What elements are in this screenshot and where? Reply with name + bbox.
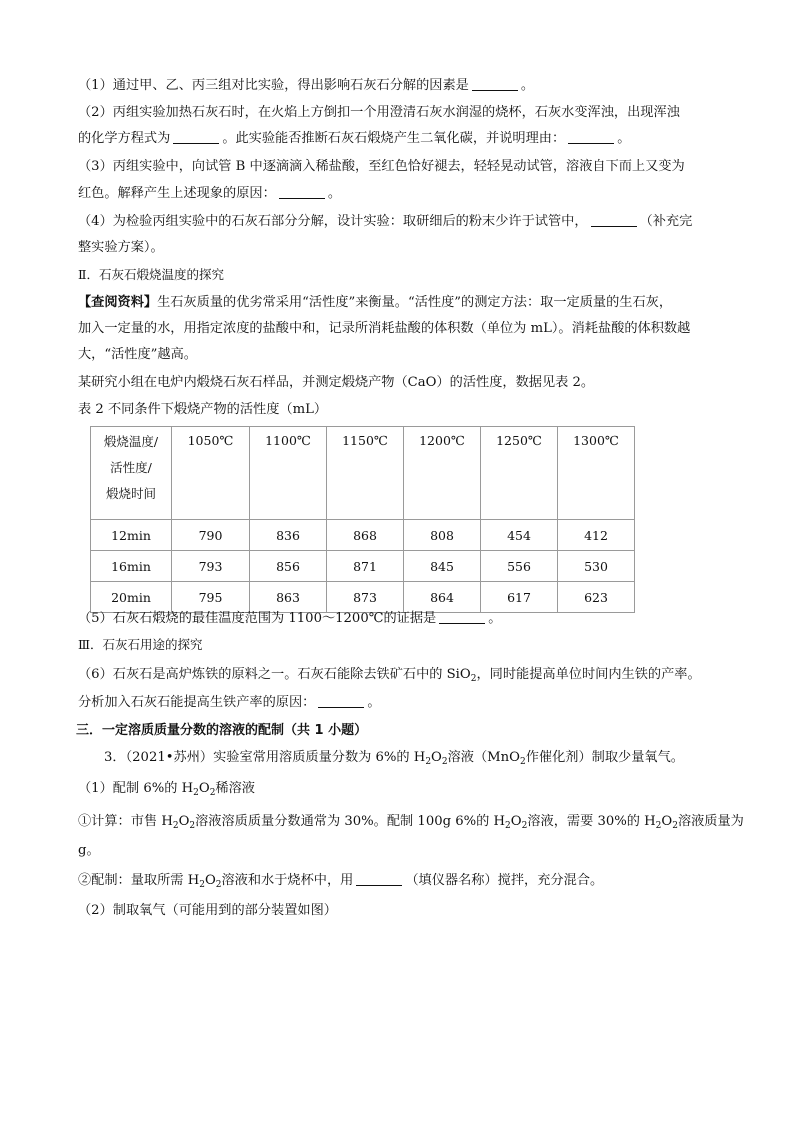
answer-blank[interactable] bbox=[173, 130, 219, 144]
info-line-2: 加入一定量的水，用指定浓度的盐酸中和，记录所消耗盐酸的体积数（单位为 mL）。消耗盐酸的体积数越 bbox=[78, 321, 691, 336]
answer-blank[interactable] bbox=[279, 185, 325, 199]
question-6-line-1: （6）石灰石是高炉炼铁的原料之一。石灰石能除去铁矿石中的 SiO$_2$，同时能提高单位时间内生铁的产率。 bbox=[78, 667, 701, 684]
part-3-heading: 三．一定溶质质量分数的溶液的配制（共 1 小题） bbox=[76, 723, 368, 738]
temp-header: 1250℃ bbox=[481, 427, 558, 520]
value-cell: 556 bbox=[481, 551, 558, 582]
question-3-line-1: （3）丙组实验中，向试管 B 中逐滴滴入稀盐酸，至红色恰好褪去，轻轻晃动试管，溶液自下而上又变为 bbox=[78, 159, 685, 174]
section-3-title: Ⅲ．石灰石用途的探究 bbox=[78, 637, 203, 652]
table-corner-cell: 煅烧温度/ 活性度/ 煅烧时间 bbox=[91, 427, 172, 520]
value-cell: 454 bbox=[481, 520, 558, 551]
temp-header: 1100℃ bbox=[250, 427, 327, 520]
value-cell: 412 bbox=[558, 520, 635, 551]
value-cell: 873 bbox=[327, 582, 404, 613]
question-2-line-1: （2）丙组实验加热石灰石时，在火焰上方倒扣一个用澄清石灰水润湿的烧杯，石灰水变浑浊，出现浑浊 bbox=[78, 105, 680, 120]
answer-blank[interactable] bbox=[568, 130, 614, 144]
value-cell: 868 bbox=[327, 520, 404, 551]
question-4-line-1: （4）为检验丙组实验中的石灰石部分分解，设计实验：取研细后的粉末少许于试管中， （补充完 bbox=[78, 214, 693, 229]
question-4-line-2: 整实验方案）。 bbox=[78, 240, 164, 255]
value-cell: 617 bbox=[481, 582, 558, 613]
table-row bbox=[91, 551, 635, 582]
problem-3-stem: 3．（2021•苏州）实验室常用溶质质量分数为 6%的 $H_2O_2$溶液（MnO$_2$作催化剂）制取少量氧气。 bbox=[104, 750, 684, 767]
value-cell: 863 bbox=[250, 582, 327, 613]
info-line-1: 【查阅资料】生石灰质量的优劣常采用“活性度”来衡量。“活性度”的测定方法：取一定质量的生石灰， bbox=[78, 295, 673, 310]
value-cell: 864 bbox=[404, 582, 481, 613]
answer-blank[interactable] bbox=[356, 872, 402, 886]
temp-header: 1050℃ bbox=[172, 427, 250, 520]
time-cell: 20min bbox=[91, 582, 172, 613]
table-caption: 表 2 不同条件下煅烧产物的活性度（mL） bbox=[78, 402, 328, 417]
info-label: 【查阅资料】 bbox=[78, 295, 158, 310]
calculation-line-1: ①计算：市售 $H_2O_2$溶液溶质质量分数通常为 30%。配制 100g 6%的 $H_2O_2$溶液，需要 30%的 $H_2O_2$溶液质量为 bbox=[78, 814, 744, 831]
question-3-line-2: 红色。解释产生上述现象的原因： 。 bbox=[78, 186, 341, 201]
value-cell: 836 bbox=[250, 520, 327, 551]
table-row bbox=[91, 520, 635, 551]
question-5: （5）石灰石煅烧的最佳温度范围为 1100～1200℃的证据是 。 bbox=[78, 611, 502, 626]
answer-blank[interactable] bbox=[472, 77, 518, 91]
question-1: （1）通过甲、乙、丙三组对比实验，得出影响石灰石分解的因素是 。 bbox=[78, 78, 535, 93]
value-cell: 856 bbox=[250, 551, 327, 582]
temp-header: 1200℃ bbox=[404, 427, 481, 520]
value-cell: 793 bbox=[172, 551, 250, 582]
preparation-line: ②配制：量取所需 $H_2O_2$溶液和水于烧杯中，用 （填仪器名称）搅拌，充分混合。 bbox=[78, 873, 604, 890]
info-line-3: 大，“活性度”越高。 bbox=[78, 347, 197, 362]
section-2-title: Ⅱ．石灰石煅烧温度的探究 bbox=[78, 267, 224, 282]
value-cell: 845 bbox=[404, 551, 481, 582]
value-cell: 530 bbox=[558, 551, 635, 582]
activity-table bbox=[90, 426, 635, 613]
calculation-line-2: g。 bbox=[78, 843, 100, 858]
question-6-line-2: 分析加入石灰石能提高生铁产率的原因： 。 bbox=[78, 695, 381, 710]
study-description: 某研究小组在电炉内煅烧石灰石样品，并测定煅烧产物（CaO）的活性度，数据见表 2。 bbox=[78, 375, 595, 390]
value-cell: 623 bbox=[558, 582, 635, 613]
sub-question-2: （2）制取氧气（可能用到的部分装置如图） bbox=[78, 903, 337, 918]
table-row bbox=[91, 582, 635, 613]
table-header-row bbox=[91, 427, 635, 520]
answer-blank[interactable] bbox=[591, 213, 637, 227]
question-2-line-2: 的化学方程式为 。此实验能否推断石灰石煅烧产生二氧化碳，并说明理由： 。 bbox=[78, 131, 631, 146]
temp-header: 1150℃ bbox=[327, 427, 404, 520]
value-cell: 795 bbox=[172, 582, 250, 613]
temp-header: 1300℃ bbox=[558, 427, 635, 520]
value-cell: 790 bbox=[172, 520, 250, 551]
answer-blank[interactable] bbox=[439, 610, 485, 624]
value-cell: 808 bbox=[404, 520, 481, 551]
sub-question-1: （1）配制 6%的 $H_2O_2$稀溶液 bbox=[78, 781, 255, 798]
value-cell: 871 bbox=[327, 551, 404, 582]
answer-blank[interactable] bbox=[318, 694, 364, 708]
time-cell: 16min bbox=[91, 551, 172, 582]
time-cell: 12min bbox=[91, 520, 172, 551]
